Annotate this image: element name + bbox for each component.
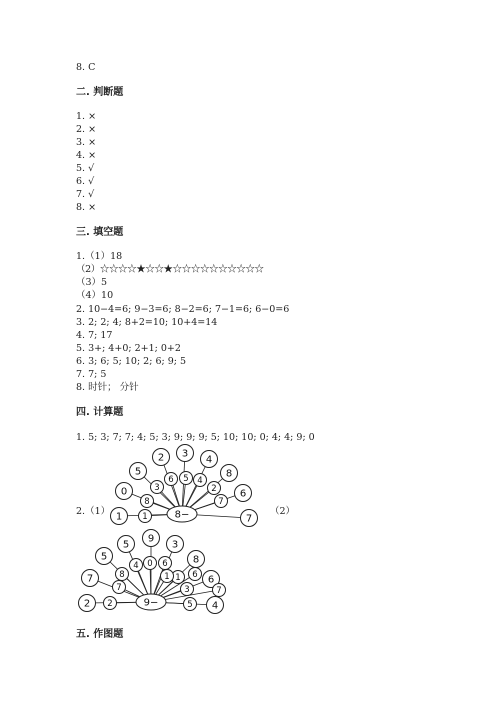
- number-label: 0: [147, 559, 153, 569]
- number-label: 5: [187, 600, 193, 610]
- judgement-item: 6. √: [76, 176, 95, 187]
- section-heading-drawing: 五. 作图题: [76, 629, 124, 640]
- calculation-label-2-2: （2）: [270, 506, 296, 517]
- fill-blank-item: （4）10: [76, 290, 114, 301]
- number-label: 3: [154, 483, 160, 493]
- number-label: 5: [134, 466, 142, 478]
- number-label: 3: [184, 585, 190, 595]
- number-label: 6: [162, 559, 168, 569]
- fill-blank-item: 4. 7; 17: [76, 330, 113, 341]
- answer-8: 8. C: [76, 62, 96, 73]
- number-label: 1: [175, 573, 181, 583]
- number-label: 6: [192, 570, 198, 580]
- judgement-item: 8. ×: [76, 202, 97, 213]
- fan-diagram-8-minus: [111, 445, 258, 527]
- number-label: 7: [116, 583, 122, 593]
- center-label: 9−: [143, 597, 159, 609]
- calculation-item-1: 1. 5; 3; 7; 7; 4; 5; 3; 9; 9; 9; 5; 10; 10; 0; 4; 4; 9; 0: [76, 432, 315, 443]
- number-label: 5: [122, 539, 130, 551]
- judgement-item: 1. ×: [76, 111, 97, 122]
- judgement-item: 7. √: [76, 189, 95, 200]
- number-label: 2: [107, 599, 113, 609]
- fill-blank-item: 8. 时针； 分针: [76, 382, 139, 393]
- judgement-item: 2. ×: [76, 124, 97, 135]
- number-label: 3: [181, 448, 189, 460]
- number-label: 1: [115, 511, 123, 523]
- number-label: 1: [142, 512, 148, 522]
- number-label: 8: [225, 468, 233, 480]
- fill-blank-item: 2. 10−4=6; 9−3=6; 8−2=6; 7−1=6; 6−0=6: [76, 304, 290, 315]
- fill-blank-item: 7. 7; 5: [76, 369, 107, 380]
- center-label: 8−: [174, 509, 190, 521]
- number-label: 7: [216, 586, 222, 596]
- fan-diagram-9-minus: [79, 530, 226, 614]
- number-label: 8: [119, 570, 125, 580]
- number-label: 0: [120, 486, 128, 498]
- number-label: 8: [144, 497, 150, 507]
- number-label: 6: [168, 475, 174, 485]
- number-label: 3: [171, 539, 179, 551]
- judgement-item: 5. √: [76, 163, 95, 174]
- fill-blank-item: 6. 3; 6; 5; 10; 2; 6; 9; 5: [76, 356, 187, 367]
- number-label: 4: [197, 476, 203, 486]
- number-label: 2: [211, 484, 217, 494]
- number-label: 6: [239, 488, 247, 500]
- judgement-item: 4. ×: [76, 150, 97, 161]
- fill-blank-item: 5. 3+; 4+0; 2+1; 0+2: [76, 343, 181, 354]
- number-label: 7: [218, 497, 224, 507]
- number-label: 7: [245, 513, 253, 525]
- number-label: 5: [183, 474, 189, 484]
- number-label: 4: [133, 561, 139, 571]
- number-label: 1: [164, 572, 170, 582]
- calculation-label-2-1: 2.（1）: [76, 506, 111, 517]
- fill-blank-item: （3）5: [76, 277, 108, 288]
- section-heading-judgement: 二. 判断题: [76, 87, 124, 98]
- number-label: 2: [157, 452, 165, 464]
- number-label: 4: [211, 600, 219, 612]
- fill-blank-item: 1.（1）18: [76, 251, 123, 262]
- number-label: 4: [205, 454, 213, 466]
- number-label: 2: [83, 598, 91, 610]
- section-heading-calculation: 四. 计算题: [76, 407, 124, 418]
- number-label: 6: [207, 574, 215, 586]
- fill-blank-item: 3. 2; 2; 4; 8+2=10; 10+4=14: [76, 317, 218, 328]
- judgement-item: 3. ×: [76, 137, 97, 148]
- section-heading-fill-blank: 三. 填空题: [76, 227, 124, 238]
- fill-blank-item: （2）☆☆☆☆★☆☆★☆☆☆☆☆☆☆☆☆☆: [76, 264, 264, 275]
- number-label: 5: [100, 551, 108, 563]
- number-label: 9: [147, 533, 155, 545]
- number-label: 7: [86, 573, 94, 585]
- number-label: 8: [192, 554, 200, 566]
